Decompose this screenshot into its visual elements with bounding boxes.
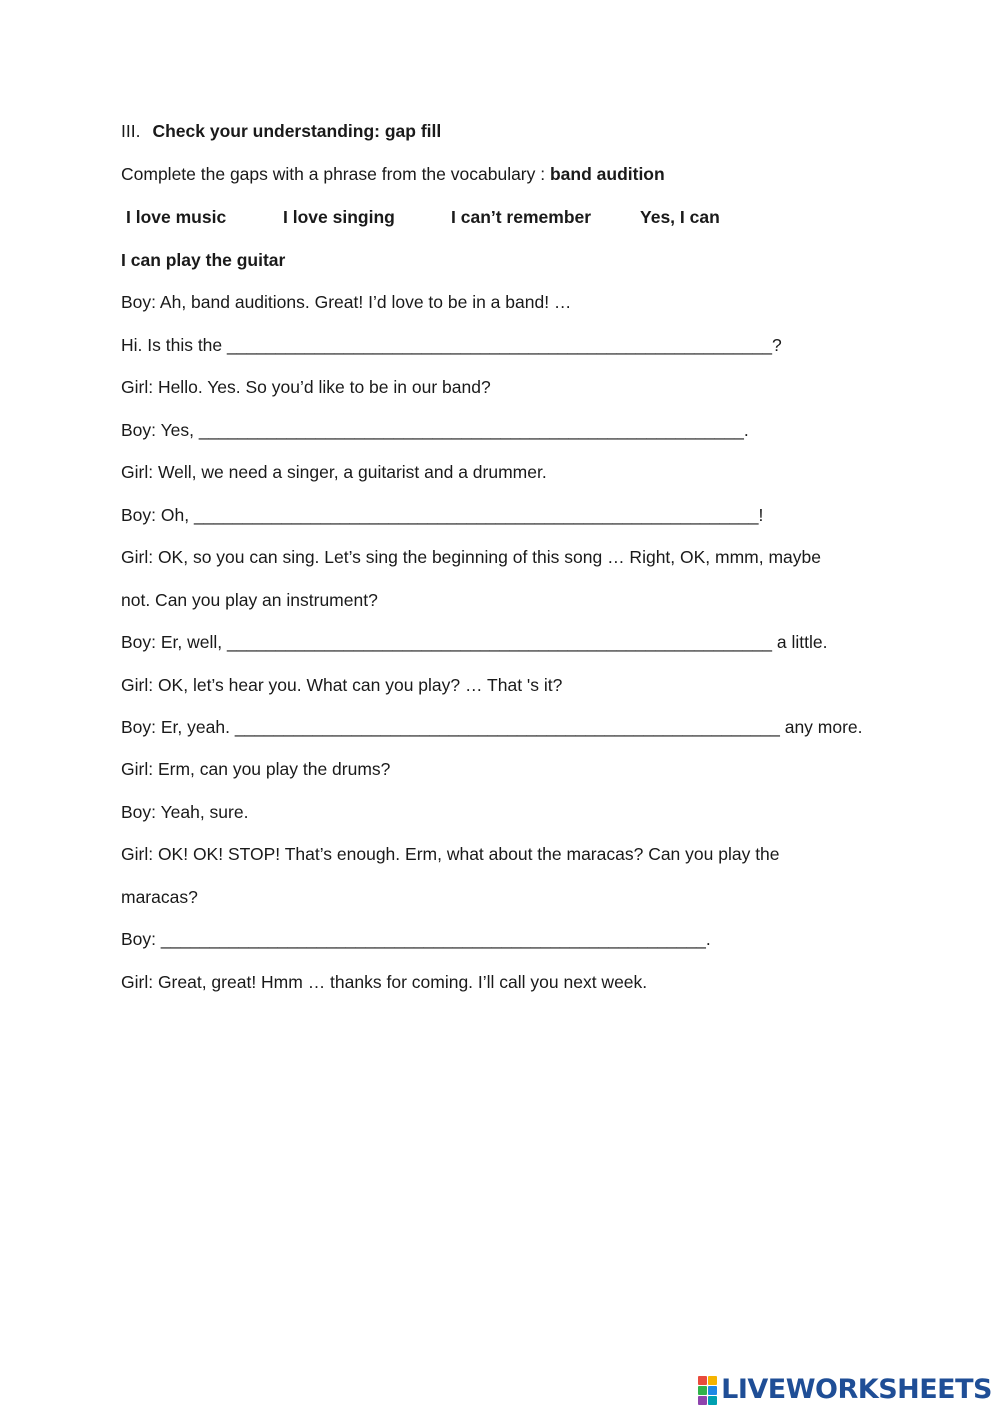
instruction-topic: band audition [549,164,665,184]
dialogue-text: Boy: [121,929,161,949]
dialogue-text: Boy: Yes, [121,420,199,440]
gap-suffix: . [743,420,749,440]
dialogue-line-16 [121,928,711,950]
dialogue-line-10: Girl: OK, let’s hear you. What can you play? … That 's it? [121,675,563,695]
instruction [121,163,665,185]
dialogue-line-12: Girl: Erm, can you play the drums? [121,759,391,779]
gap-blank-3[interactable]: __________________________________________________________ [193,505,759,525]
dialogue-line-5: Girl: Well, we need a singer, a guitarist and a drummer. [121,462,547,482]
dialogue-line-3: Girl: Hello. Yes. So you’d like to be in our band? [121,377,491,397]
section-heading [121,120,441,142]
dialogue-line-7: Girl: OK, so you can sing. Let’s sing the beginning of this song … Right, OK, mmm, maybe [121,547,821,567]
dialogue-line-4 [121,419,749,441]
dialogue-line-13: Boy: Yeah, sure. [121,802,249,822]
gap-blank-5[interactable]: ________________________________________________________ [234,717,780,737]
dialogue-line-9 [121,631,828,653]
dialogue-line-8: not. Can you play an instrument? [121,590,378,610]
gap-suffix: a little. [772,632,828,652]
gap-blank-2[interactable]: ________________________________________________________ [198,420,744,440]
gap-blank-4[interactable]: ________________________________________________________ [227,632,773,652]
dialogue-line-1: Boy: Ah, band auditions. Great! I’d love to be in a band! … [121,292,572,312]
section-title: Check your understanding: gap fill [152,121,442,141]
liveworksheets-logo [698,1373,992,1407]
section-number: III. [121,121,141,141]
gap-suffix: any more. [779,717,863,737]
gap-suffix: ! [758,505,764,525]
dialogue-text: Boy: Er, yeah. [121,717,235,737]
option-i-love-singing: I love singing [283,207,395,227]
dialogue-line-15: maracas? [121,887,198,907]
dialogue-text: Boy: Er, well, [121,632,228,652]
instruction-text: Complete the gaps with a phrase from the vocabulary : [121,164,550,184]
dialogue-line-17: Girl: Great, great! Hmm … thanks for coming. I’ll call you next week. [121,972,648,992]
gap-suffix: . [705,929,711,949]
dialogue-line-6 [121,504,763,526]
dialogue-text: Hi. Is this the [121,335,228,355]
gap-suffix: ? [772,335,782,355]
logo-text: LIVEWORKSHEETS [721,1374,992,1405]
option-i-cant-remember: I can’t remember [451,207,592,227]
gap-blank-1[interactable]: ________________________________________________________ [227,335,773,355]
option-i-can-play-the-guitar: I can play the guitar [121,250,286,270]
gap-blank-6[interactable]: ________________________________________________________ [160,929,706,949]
dialogue-line-2 [121,334,782,356]
option-yes-i-can: Yes, I can [640,207,720,227]
logo-mark-icon [698,1376,717,1405]
dialogue-text: Boy: Oh, [121,505,194,525]
dialogue-line-14: Girl: OK! OK! STOP! That’s enough. Erm, what about the maracas? Can you play the [121,844,780,864]
option-i-love-music: I love music [126,207,227,227]
dialogue-line-11 [121,716,863,738]
